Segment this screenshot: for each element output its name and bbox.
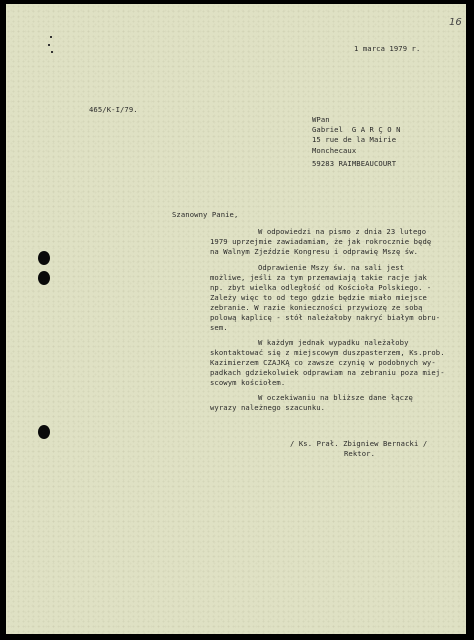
body-line: na Walnym Zjeździe Kongresu i odprawię Mszę św. [210, 247, 419, 256]
reference-number: 465/K-I/79. [89, 105, 138, 114]
punch-hole [38, 251, 50, 265]
body-line: W oczekiwaniu na bliższe dane łączę [258, 393, 413, 402]
body-line: Odprawienie Mszy św. na sali jest [258, 263, 405, 272]
body-line: zebranie. W razie konieczności przywiozę ze sobą [210, 303, 423, 312]
signature-name: / Ks. Prał. Zbigniew Bernacki / [290, 439, 428, 448]
ink-mark [48, 44, 50, 46]
letter-date: 1 marca 1979 r. [354, 44, 421, 53]
body-line: W każdym jednak wypadku należałoby [258, 338, 409, 347]
punch-hole [38, 425, 50, 439]
ink-mark [50, 36, 52, 38]
body-line: Zależy więc to od tego gdzie będzie miało miejsce [210, 293, 427, 302]
recipient-postal: 59283 RAIMBEAUCOURT [312, 159, 397, 168]
punch-hole [38, 271, 50, 285]
signature-title: Rektor. [344, 449, 375, 458]
ink-mark [51, 51, 53, 53]
body-line: padkach gdziekolwiek odprawiam na zebraniu poza miej- [210, 368, 445, 377]
body-line: scowym kościołem. [210, 378, 286, 387]
body-line: wyrazy należnego szacunku. [210, 403, 326, 412]
body-line: Kazimierzem CZAJKĄ co zawsze czynię w podobnych wy- [210, 358, 436, 367]
page-number: 16 [449, 17, 462, 28]
body-line: możliwe, jeśli za tym przemawiają takie racje jak [210, 273, 427, 282]
recipient-town: Monchecaux [312, 146, 357, 155]
recipient-name: Gabriel G A R Ç O N [312, 125, 401, 134]
recipient-salutation: WPan [312, 115, 330, 124]
recipient-street: 15 rue de la Mairie [312, 135, 397, 144]
body-line: sem. [210, 323, 228, 332]
greeting: Szanowny Panie, [172, 210, 239, 219]
body-line: np. zbyt wielka odległość od Kościoła Polskiego. - [210, 283, 432, 292]
body-line: polową kaplicę - stół należałoby nakryć białym obru- [210, 313, 441, 322]
body-line: W odpowiedzi na pismo z dnia 23 lutego [258, 227, 427, 236]
body-line: skontaktować się z miejscowym duszpasterzem, Ks.prob. [210, 348, 445, 357]
document-page [6, 4, 466, 634]
body-line: 1979 uprzejmie zawiadamiam, że jak rokrocznie będę [210, 237, 432, 246]
